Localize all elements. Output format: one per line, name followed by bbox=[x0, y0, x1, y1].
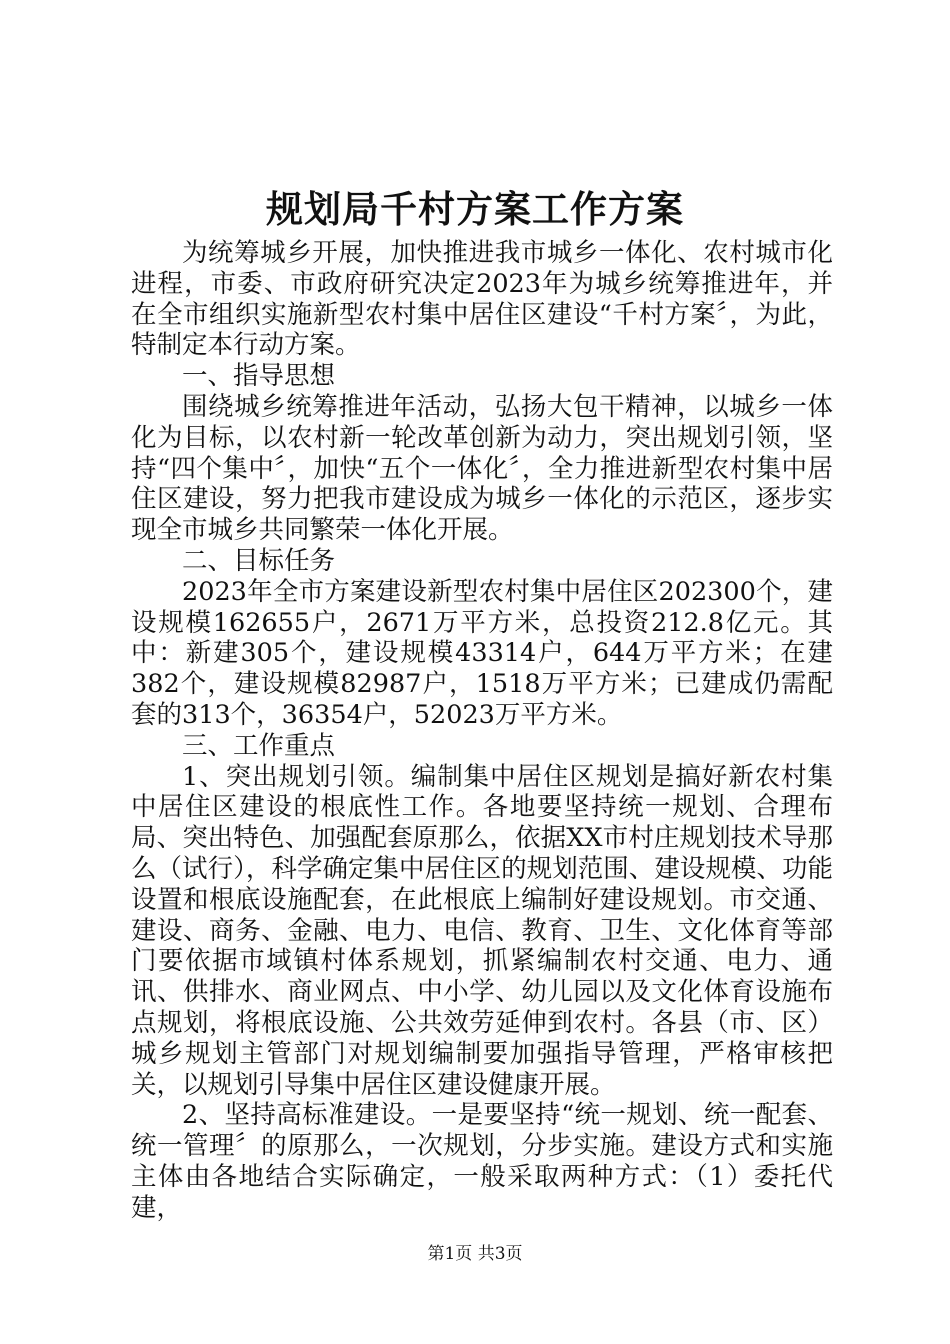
section-heading-goals: 二、目标任务 bbox=[182, 545, 336, 576]
paragraph-high-standard: 2、坚持高标准建设。一是要坚持“统一规划、统一配套、统一管理〞的原那么，一次规划，分步实施。建设方式和实施主体由各地结合实际确定，一般采取两种方式：（1）委托代建， bbox=[131, 1100, 833, 1223]
paragraph-planning-lead: 1、突出规划引领。编制集中居住区规划是搞好新农村集中居住区建设的根底性工作。各地要坚持统一规划、合理布局、突出特色、加强配套原那么，依据XX市村庄规划技术导那么（试行），科学确定集中居住区的规划范围、建设规模、功能设置和根底设施配套，在此根底上编制好建设规划。市交通、建设、商务、金融、电力、电信、教育、卫生、文化体育等部门要依据市域镇村体系规划，抓紧编制农村交通、电力、通讯、供排水、商业网点、中小学、幼儿园以及文化体育设施布点规划，将根底设施、公共效劳延伸到农村。各县（市、区）城乡规划主管部门对规划编制要加强指导管理，严格审核把关，以规划引导集中居住区建设健康开展。 bbox=[131, 761, 833, 1100]
section-heading-key-work: 三、工作重点 bbox=[182, 730, 336, 761]
paragraph-guiding-ideology: 围绕城乡统筹推进年活动，弘扬大包干精神，以城乡一体化为目标，以农村新一轮改革创新为动力，突出规划引领，坚持“四个集中〞，加快“五个一体化〞，全力推进新型农村集中居住区建设，努力把我市建设成为城乡一体化的示范区，逐步实现全市城乡共同繁荣一体化开展。 bbox=[131, 391, 833, 546]
paragraph-intro: 为统筹城乡开展，加快推进我市城乡一体化、农村城市化进程，市委、市政府研究决定2023年为城乡统筹推进年，并在全市组织实施新型农村集中居住区建设“千村方案〞，为此，特制定本行动方案。 bbox=[131, 238, 833, 361]
section-heading-guiding-ideology: 一、指导思想 bbox=[182, 361, 336, 392]
document-title: 规划局千村方案工作方案 bbox=[266, 187, 684, 231]
document-body bbox=[131, 238, 833, 1224]
paragraph-goals: 2023年全市方案建设新型农村集中居住区202300个，建设规模162655户，2671万平方米，总投资212.8亿元。其中：新建305个，建设规模43314户，644万平方米；在建382个，建设规模82987户，1518万平方米；已建成仍需配套的313个，36354户，52023万平方米。 bbox=[131, 576, 833, 730]
page-number-footer: 第1页 共3页 bbox=[427, 1244, 523, 1264]
